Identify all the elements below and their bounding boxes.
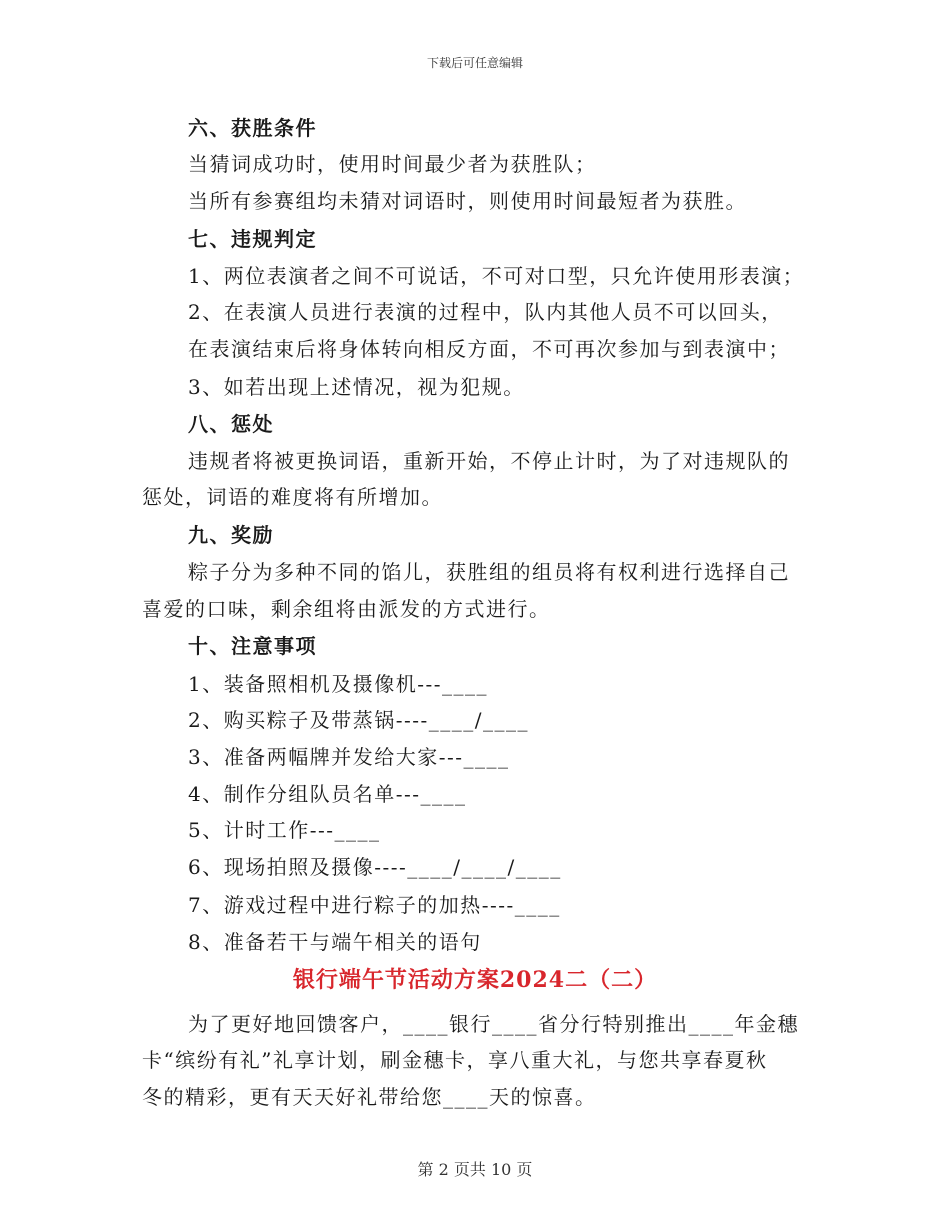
list-item: 8、准备若干与端午相关的语句 — [188, 930, 482, 954]
list-item: 3、准备两幅牌并发给大家---____ — [188, 745, 510, 769]
section-heading-10: 十、注意事项 — [188, 634, 317, 658]
paragraph-line: 违规者将被更换词语，重新开始，不停止计时，为了对违规队的 — [188, 449, 790, 473]
list-item: 6、现场拍照及摄像----____/____/____ — [188, 855, 562, 879]
paragraph-line: 冬的精彩，更有天天好礼带给您____天的惊喜。 — [142, 1085, 597, 1109]
list-item: 1、装备照相机及摄像机---____ — [188, 672, 488, 696]
list-item: 5、计时工作---____ — [188, 818, 381, 842]
paragraph-line: 喜爱的口味，剩余组将由派发的方式进行。 — [142, 597, 551, 621]
section-heading-6: 六、获胜条件 — [188, 116, 317, 140]
list-item: 2、购买粽子及带蒸锅----____/____ — [188, 708, 529, 732]
list-item: 4、制作分组队员名单---____ — [188, 782, 467, 806]
page-footer: 第 2 页共 10 页 — [417, 1160, 533, 1179]
paragraph-line: 2、在表演人员进行表演的过程中，队内其他人员不可以回头， — [188, 300, 783, 324]
section-heading-8: 八、惩处 — [188, 412, 274, 436]
list-item: 7、游戏过程中进行粽子的加热----____ — [188, 893, 561, 917]
section-title: 银行端午节活动方案2024二（二） — [292, 967, 658, 993]
paragraph-line: 1、两位表演者之间不可说话，不可对口型，只允许使用形表演； — [188, 264, 805, 288]
paragraph-line: 粽子分为多种不同的馅儿，获胜组的组员将有权利进行选择自己 — [188, 560, 790, 584]
paragraph-line: 卡“缤纷有礼”礼享计划，刷金穗卡，享八重大礼，与您共享春夏秋 — [142, 1048, 768, 1072]
paragraph-line: 惩处，词语的难度将有所增加。 — [142, 485, 443, 509]
paragraph-line: 为了更好地回馈客户，____银行____省分行特别推出____年金穗 — [188, 1012, 799, 1036]
paragraph-line: 3、如若出现上述情况，视为犯规。 — [188, 375, 525, 399]
section-heading-9: 九、奖励 — [188, 523, 274, 547]
paragraph-line: 在表演结束后将身体转向相反方面，不可再次参加与到表演中； — [188, 337, 790, 361]
page-header: 下载后可任意编辑 — [426, 56, 523, 70]
section-heading-7: 七、违规判定 — [188, 227, 317, 251]
paragraph-line: 当所有参赛组均未猜对词语时，则使用时间最短者为获胜。 — [188, 189, 747, 213]
paragraph-line: 当猜词成功时，使用时间最少者为获胜队； — [188, 152, 597, 176]
